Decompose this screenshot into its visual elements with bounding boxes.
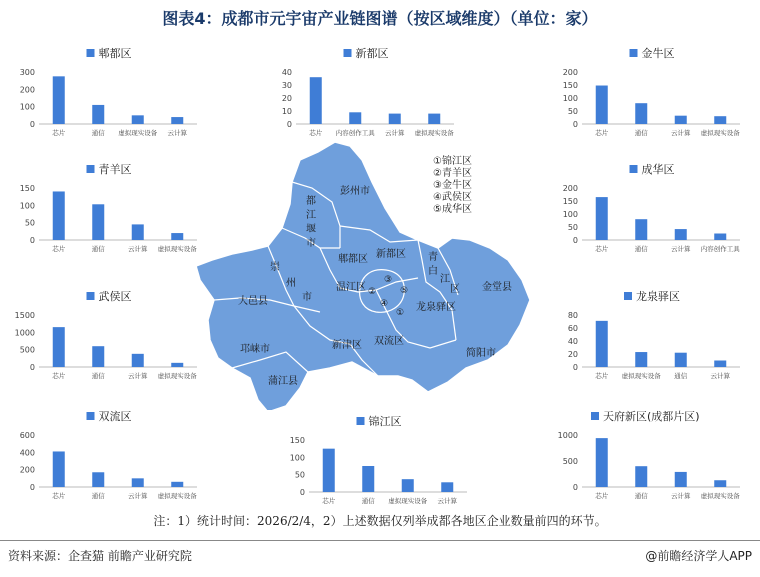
y-tick-label: 0 xyxy=(572,236,578,245)
y-tick-label: 20 xyxy=(281,94,292,103)
map-label: 江 xyxy=(306,210,316,221)
y-tick-label: 60 xyxy=(567,324,578,333)
bar-chart-svg xyxy=(5,405,205,520)
x-tick-label: 通信 xyxy=(634,129,648,137)
map-label: 大邑县 xyxy=(238,296,268,307)
map-label: 青 xyxy=(428,252,438,263)
bar xyxy=(132,478,144,487)
bar xyxy=(714,234,726,241)
y-tick-label: 200 xyxy=(562,68,578,77)
x-tick-label: 通信 xyxy=(634,245,648,253)
bar xyxy=(323,449,335,492)
legend-swatch xyxy=(344,49,352,57)
bar xyxy=(635,352,647,367)
bar xyxy=(171,117,183,124)
y-tick-label: 0 xyxy=(572,120,578,129)
bar xyxy=(428,114,440,124)
bar-chart-svg xyxy=(548,42,748,157)
bar xyxy=(92,346,104,367)
y-tick-label: 50 xyxy=(567,107,578,116)
x-tick-label: 内容创作工具 xyxy=(335,129,375,137)
chart-title: 龙泉驿区 xyxy=(636,290,680,303)
x-tick-label: 虚拟现实设备 xyxy=(157,492,197,500)
x-tick-label: 芯片 xyxy=(52,129,66,137)
source-text: 资料来源：企查猫 前瞻产业研究院 xyxy=(8,549,192,563)
chengdu-map xyxy=(190,130,560,410)
bar xyxy=(714,361,726,368)
map-label: ④ xyxy=(380,299,389,309)
y-tick-label: 0 xyxy=(572,363,578,372)
bar xyxy=(349,112,361,124)
map-legend-item: ⑤成华区 xyxy=(433,204,472,215)
legend-swatch xyxy=(87,412,95,420)
x-tick-label: 通信 xyxy=(361,497,375,505)
bar xyxy=(635,103,647,124)
legend-swatch xyxy=(87,165,95,173)
y-tick-label: 50 xyxy=(294,470,305,480)
y-tick-label: 0 xyxy=(29,120,35,129)
map-legend-item: ①锦江区 xyxy=(433,156,472,167)
map-legend-item: ④武侯区 xyxy=(433,192,472,203)
bar-chart-svg xyxy=(548,285,748,400)
x-tick-label: 虚拟现实设备 xyxy=(388,497,428,505)
credit-text: @前瞻经济学人APP xyxy=(645,549,752,563)
chart-title: 锦江区 xyxy=(368,415,402,428)
x-tick-label: 芯片 xyxy=(52,372,66,380)
bar xyxy=(441,482,453,492)
bar xyxy=(132,115,144,124)
map-label: 都 xyxy=(306,196,316,207)
y-tick-label: 150 xyxy=(562,81,578,90)
map-label: 温江区 xyxy=(336,282,366,293)
y-tick-label: 0 xyxy=(299,488,305,497)
map-label: 蒲江县 xyxy=(268,376,298,387)
map-label: 江 xyxy=(440,274,450,285)
chart-title: 武侯区 xyxy=(98,290,132,303)
y-tick-label: 150 xyxy=(289,436,305,445)
bar xyxy=(92,472,104,487)
x-tick-label: 芯片 xyxy=(322,497,336,505)
map-label: 新津区 xyxy=(332,340,362,351)
y-tick-label: 200 xyxy=(19,85,35,95)
bar xyxy=(171,363,183,367)
y-tick-label: 600 xyxy=(19,431,35,440)
bar xyxy=(596,86,608,124)
y-tick-label: 0 xyxy=(29,483,35,492)
chart-qingyang xyxy=(5,158,205,273)
bar xyxy=(132,354,144,367)
bar xyxy=(596,197,608,240)
bar xyxy=(596,321,608,367)
y-tick-label: 150 xyxy=(562,197,578,206)
bar xyxy=(362,466,374,492)
x-tick-label: 芯片 xyxy=(309,129,323,137)
x-tick-label: 芯片 xyxy=(595,245,609,253)
bar xyxy=(53,191,65,240)
map-label: 郫都区 xyxy=(338,254,368,265)
map-label: ③ xyxy=(384,275,393,285)
legend-swatch xyxy=(624,292,632,300)
y-tick-label: 150 xyxy=(19,184,35,193)
page-title: 图表4：成都市元宇宙产业链图谱（按区域维度）（单位：家） xyxy=(162,9,598,28)
y-tick-label: 0 xyxy=(29,363,35,372)
y-tick-label: 300 xyxy=(19,68,35,77)
x-tick-label: 云计算 xyxy=(385,129,405,137)
bar xyxy=(402,479,414,492)
x-tick-label: 云计算 xyxy=(167,129,187,137)
map-label: ⑤ xyxy=(400,286,409,296)
map-label: 双流区 xyxy=(374,336,404,347)
map-legend xyxy=(433,154,472,215)
y-tick-label: 50 xyxy=(24,218,35,228)
x-tick-label: 虚拟现实设备 xyxy=(700,129,740,137)
legend-swatch xyxy=(591,412,599,420)
x-tick-label: 芯片 xyxy=(595,372,609,380)
map-svg xyxy=(190,130,560,410)
x-tick-label: 通信 xyxy=(91,372,105,380)
x-tick-label: 云计算 xyxy=(671,245,691,253)
y-tick-label: 500 xyxy=(562,457,578,466)
chart-jinjiang xyxy=(275,410,475,525)
chart-title: 新都区 xyxy=(355,47,389,60)
y-tick-label: 200 xyxy=(562,184,578,193)
bar xyxy=(714,116,726,124)
chart-longquanyi xyxy=(548,285,748,400)
chart-title: 成华区 xyxy=(641,163,675,176)
bar xyxy=(675,472,687,487)
chart-jinniu xyxy=(548,42,748,157)
footer-divider xyxy=(0,540,760,541)
legend-swatch xyxy=(630,165,638,173)
x-tick-label: 虚拟现实设备 xyxy=(118,129,158,137)
bar xyxy=(53,451,65,487)
map-label: 简阳市 xyxy=(466,348,496,359)
map-label: 市 xyxy=(306,238,316,249)
y-tick-label: 1500 xyxy=(14,311,35,320)
bar xyxy=(92,204,104,240)
map-label: 金堂县 xyxy=(482,282,512,293)
map-label: 市 xyxy=(302,292,312,303)
legend-swatch xyxy=(87,49,95,57)
chart-chenghua xyxy=(548,158,748,273)
bar xyxy=(675,229,687,240)
bar-chart-svg xyxy=(5,158,205,273)
bar xyxy=(596,438,608,487)
map-label: 州 xyxy=(286,278,296,289)
x-tick-label: 云计算 xyxy=(128,372,148,380)
map-legend-item: ②青羊区 xyxy=(433,168,472,179)
x-tick-label: 芯片 xyxy=(52,245,66,253)
x-tick-label: 虚拟现实设备 xyxy=(157,245,197,253)
bar xyxy=(635,466,647,487)
bar xyxy=(171,233,183,240)
y-tick-label: 20 xyxy=(567,350,578,359)
x-tick-label: 云计算 xyxy=(128,245,148,253)
bar xyxy=(92,105,104,124)
chart-title: 双流区 xyxy=(98,410,132,423)
y-tick-label: 100 xyxy=(19,102,35,112)
bar xyxy=(675,116,687,124)
chart-pidu xyxy=(5,42,205,157)
map-label: ② xyxy=(368,287,377,297)
chart-tianfu xyxy=(548,405,748,520)
x-tick-label: 通信 xyxy=(91,245,105,253)
y-tick-label: 1000 xyxy=(557,431,578,440)
bar xyxy=(132,224,144,240)
bar xyxy=(635,219,647,240)
legend-swatch xyxy=(357,417,365,425)
map-label: 区 xyxy=(450,284,460,295)
x-tick-label: 通信 xyxy=(634,492,648,500)
y-tick-label: 100 xyxy=(562,94,578,103)
y-tick-label: 10 xyxy=(281,107,292,116)
map-label: 白 xyxy=(428,266,438,277)
map-label: 崇 xyxy=(270,262,280,273)
x-tick-label: 云计算 xyxy=(671,129,691,137)
footnote: 注：1）统计时间：2026/2/4，2）上述数据仅列举成都各地区企业数量前四的环节。 xyxy=(153,514,607,528)
x-tick-label: 云计算 xyxy=(437,497,457,505)
y-tick-label: 40 xyxy=(567,337,578,346)
bar-chart-svg xyxy=(5,42,205,157)
map-label: ① xyxy=(396,308,405,318)
x-tick-label: 虚拟现实设备 xyxy=(157,372,197,380)
y-tick-label: 100 xyxy=(289,453,305,463)
bar xyxy=(171,482,183,487)
chart-title: 金牛区 xyxy=(641,47,675,60)
x-tick-label: 芯片 xyxy=(595,129,609,137)
y-tick-label: 0 xyxy=(29,236,35,245)
y-tick-label: 400 xyxy=(19,448,35,458)
x-tick-label: 虚拟现实设备 xyxy=(414,129,454,137)
bar-chart-svg xyxy=(5,285,205,400)
x-tick-label: 芯片 xyxy=(595,492,609,500)
x-tick-label: 通信 xyxy=(91,492,105,500)
x-tick-label: 云计算 xyxy=(671,492,691,500)
y-tick-label: 500 xyxy=(19,345,35,355)
chart-title: 青羊区 xyxy=(98,163,132,176)
y-tick-label: 200 xyxy=(19,465,35,475)
map-label: 新都区 xyxy=(376,249,406,260)
map-label: 彭州市 xyxy=(340,186,370,197)
y-tick-label: 50 xyxy=(567,223,578,232)
map-label: 龙泉驿区 xyxy=(416,302,456,313)
y-tick-label: 40 xyxy=(281,68,292,77)
x-tick-label: 云计算 xyxy=(128,492,148,500)
map-label: 邛崃市 xyxy=(240,344,270,355)
x-tick-label: 芯片 xyxy=(52,492,66,500)
legend-swatch xyxy=(87,292,95,300)
bar xyxy=(310,77,322,124)
x-tick-label: 通信 xyxy=(91,129,105,137)
chart-wuhou xyxy=(5,285,205,400)
bar xyxy=(53,327,65,367)
y-tick-label: 100 xyxy=(562,210,578,219)
x-tick-label: 通信 xyxy=(674,372,688,380)
chart-shuangliu xyxy=(5,405,205,520)
y-tick-label: 0 xyxy=(572,483,578,492)
y-tick-label: 80 xyxy=(567,311,578,320)
bar xyxy=(389,114,401,124)
y-tick-label: 1000 xyxy=(14,328,35,338)
x-tick-label: 虚拟现实设备 xyxy=(700,492,740,500)
bar xyxy=(675,353,687,367)
y-tick-label: 100 xyxy=(19,201,35,211)
bar xyxy=(53,76,65,124)
bar-chart-svg xyxy=(275,410,475,525)
x-tick-label: 内容创作工具 xyxy=(700,245,740,253)
y-tick-label: 0 xyxy=(286,120,292,129)
x-tick-label: 云计算 xyxy=(710,372,730,380)
map-legend-item: ③金牛区 xyxy=(433,180,472,191)
map-label: 堰 xyxy=(306,224,316,235)
bar xyxy=(714,480,726,487)
y-tick-label: 30 xyxy=(281,81,292,90)
chart-title: 郫都区 xyxy=(98,47,132,60)
bar-chart-svg xyxy=(548,158,748,273)
x-tick-label: 虚拟现实设备 xyxy=(621,372,661,380)
map-shape xyxy=(196,142,530,410)
chart-title: 天府新区(成都片区) xyxy=(603,410,700,423)
bar-chart-svg xyxy=(548,405,748,520)
legend-swatch xyxy=(630,49,638,57)
